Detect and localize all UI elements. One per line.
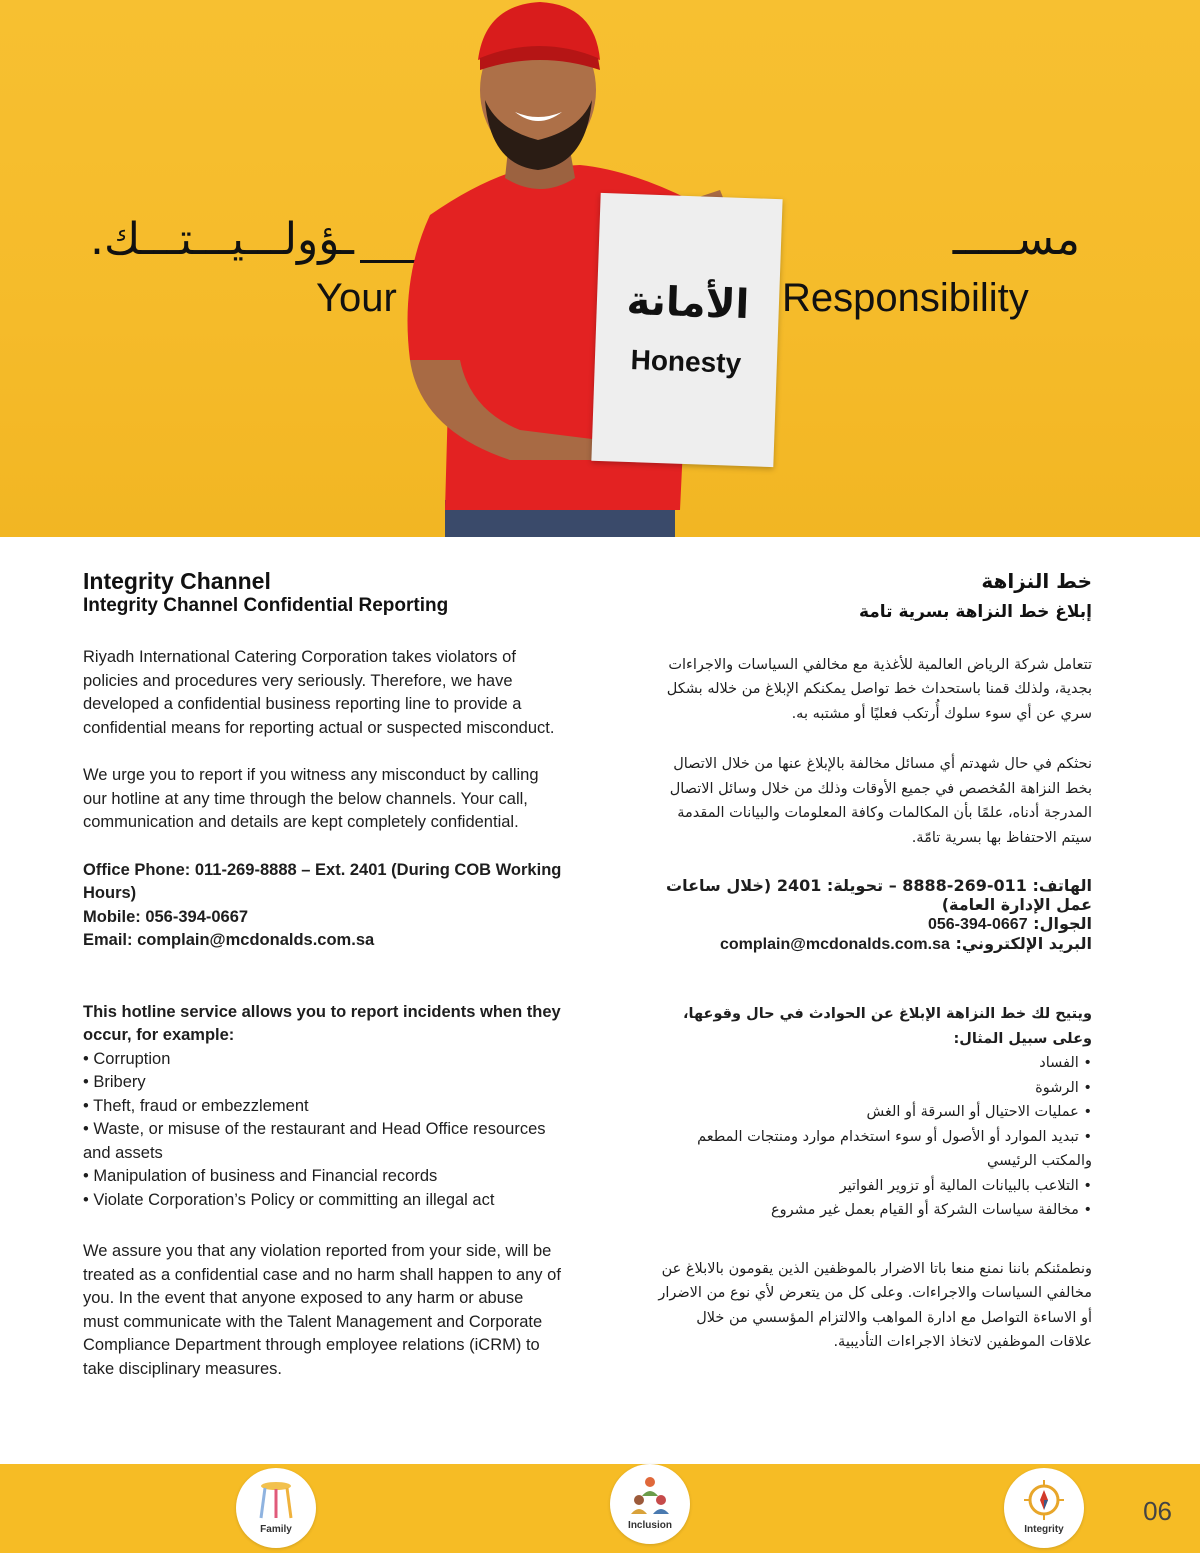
slogan-arabic-left: ـؤولـــيـــتـــك. [90,214,354,265]
arabic-examples-intro: ويتيح لك خط النزاهة الإبلاغ عن الحوادث في حال وقوعها، وعلى سبيل المثال: [683,1006,1092,1047]
arabic-closing-paragraph: ونطمئنكم باننا نمنع منعا باتا الاضرار بالموظفين الذين يقومون بالابلاغ عن مخالفي السياسات والاجراءات. وعلى كل من يتعرض لأي نوع من الاضرار أو الاساءة التواصل مع ادارة المواهب والالتزام المؤسسي من خلال علاقات الموظفين لاتخاذ الاجراءات التأديبية. [658,1260,1092,1351]
arabic-email-value: complain@mcdonalds.com.sa [720,936,950,954]
stool-icon [256,1478,296,1522]
arabic-column [652,568,1092,1381]
arabic-phone-value: 011-269-8888 – تحويلة: 2401 [776,876,1027,896]
list-item: • Manipulation of business and Financial records [83,1167,438,1186]
hero-banner [0,0,1200,537]
english-subtitle: Integrity Channel Confidential Reporting [83,595,449,617]
slogan-english-right: Responsibility [782,276,1029,320]
arabic-phone-label: الهاتف: [1032,876,1092,896]
english-urge-paragraph: We urge you to report if you witness any misconduct by calling our hotline at any time through the below channels. Your call, communication and details are kept completely confidential. [83,766,539,832]
people-icon [630,1474,670,1518]
arabic-mobile-line [652,914,1092,934]
honesty-sign [591,193,782,467]
arabic-mobile-value: 056-394-0667 [927,916,1028,934]
english-title: Integrity Channel [83,568,271,594]
list-item: • Bribery [83,1073,146,1092]
arabic-subtitle: إبلاغ خط النزاهة بسرية تامة [858,602,1092,622]
arabic-mobile-label: الجوال: [1033,914,1092,934]
sign-english-text: Honesty [630,344,742,379]
sign-arabic-text: الأمانة [625,277,750,329]
arabic-intro-paragraph: تتعامل شركة الرياض العالمية للأغذية مع مخالفي السياسات والاجراءات بجدية، ولذلك قمنا باستحداث خط تواصل يمكنكم الإبلاغ من خلاله بشكل سري عن أي سوء سلوك أُرتكب فعليًا أو مشتبه به. [666,656,1092,722]
family-label: Family [260,1524,292,1535]
english-mobile: Mobile: 056-394-0667 [83,907,249,926]
footer-band [0,1464,1200,1553]
list-item: • Waste, or misuse of the restaurant and Head Office resources and assets [83,1120,546,1162]
slogan-arabic-right: مســـــ [952,214,1080,265]
list-item: • عمليات الاحتيال أو السرقة أو الغش [866,1104,1092,1121]
list-item: • Corruption [83,1049,171,1068]
family-badge [236,1468,316,1548]
list-item: • Violate Corporation’s Policy or committing an illegal act [83,1190,495,1209]
integrity-badge [1004,1468,1084,1548]
inclusion-label: Inclusion [628,1520,672,1531]
integrity-label: Integrity [1024,1524,1064,1535]
list-item: • مخالفة سياسات الشركة أو القيام بعمل غير مشروع [770,1202,1092,1219]
english-office-phone: Office Phone: 011-269-8888 – Ext. 2401 (During COB Working Hours) [83,860,562,903]
list-item: • الفساد [1039,1055,1092,1072]
english-examples-list [83,1048,563,1213]
page-number: 06 [1143,1496,1172,1526]
arabic-examples-list [652,1051,1092,1223]
arabic-phone-line [652,876,1092,914]
english-column [83,568,563,1405]
english-closing-paragraph: We assure you that any violation reported from your side, will be treated as a confidential case and no harm shall happen to any of you. In the event that anyone exposed to any harm or abuse must communicate with the Talent Management and Corporate Compliance Department through employee relations (iCRM) to take disciplinary measures. [83,1242,561,1378]
arabic-email-label: البريد الإلكتروني: [955,934,1092,954]
list-item: • Theft, fraud or embezzlement [83,1096,309,1115]
list-item: • الرشوة [1035,1079,1092,1096]
english-contact-block [83,859,563,953]
english-intro-paragraph: Riyadh International Catering Corporation takes violators of policies and procedures very seriously. Therefore, we have developed a confidential business reporting line to provide a confidential means for reporting actual or suspected misconduct. [83,648,555,737]
english-email: Email: complain@mcdonalds.com.sa [83,931,375,950]
list-item: • تبديد الموارد أو الأصول أو سوء استخدام موارد ومنتجات المطعم والمكتب الرئيسي [697,1128,1092,1170]
arabic-contact-block [652,876,1092,954]
arabic-title: خط النزاهة [981,569,1092,593]
slogan-english-left: Your [316,276,397,320]
english-examples-intro: This hotline service allows you to report incidents when they occur, for example: [83,1002,561,1045]
arabic-urge-paragraph: نحثكم في حال شهدتم أي مسائل مخالفة بالإبلاغ عنها من خلال الاتصال بخط النزاهة المُخصص في جميع الأوقات وذلك من خلال وسائل الاتصال المدرجة أدناه، علمًا بأن المكالمات وكافة المعلومات والبيانات المقدمة سيتم الاحتفاظ بها بسرية تامّة. [669,756,1092,846]
inclusion-badge [610,1464,690,1544]
compass-icon [1024,1478,1064,1522]
list-item: • التلاعب بالبيانات المالية أو تزوير الفواتير [839,1177,1092,1194]
arabic-email-line [652,934,1092,954]
arabic-phone-note: (خلال ساعات عمل الإدارة العامة) [666,876,1092,915]
